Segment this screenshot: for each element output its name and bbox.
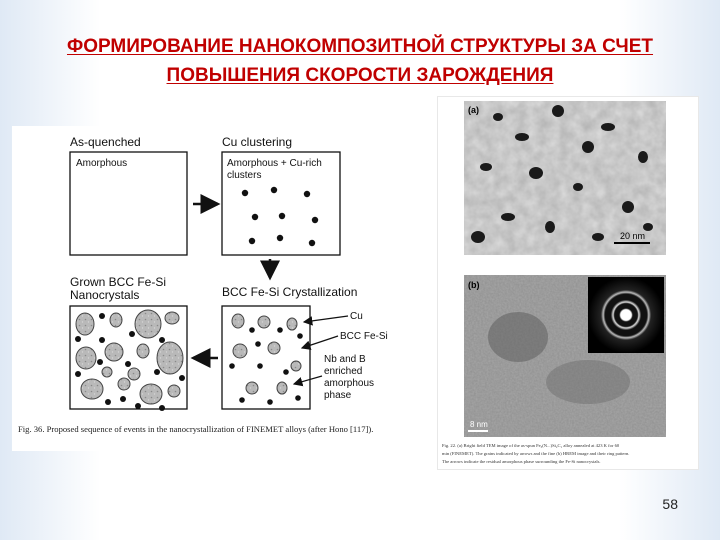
figure-36-caption: Fig. 36. Proposed sequence of events in the nanocrystallization of FINEMET alloys (after Hono [117]).	[18, 424, 374, 434]
slide-title	[0, 32, 720, 90]
slide-title-line-2: ПОВЫШЕНИЯ СКОРОСТИ ЗАРОЖДЕНИЯ	[166, 65, 554, 86]
figure-22-caption-3: The arrows indicate the residual amorphous phase surrounding the Fe-Si nanocrystals.	[442, 459, 601, 464]
dark-grain	[638, 151, 648, 163]
sequence-diagram	[12, 126, 432, 451]
label-nb-4: phase	[324, 390, 352, 401]
stage4-title: BCC Fe-Si Crystallization	[222, 285, 358, 299]
cu-particle	[159, 405, 165, 411]
bcc-grain	[81, 379, 103, 399]
stage3-title-1: Grown BCC Fe-Si	[70, 275, 167, 289]
bcc-seed	[232, 314, 244, 328]
cu-particle	[277, 327, 283, 333]
cu-particle	[179, 375, 185, 381]
panel-a-label: (a)	[468, 105, 479, 115]
bcc-seed	[291, 361, 301, 371]
bcc-seed	[258, 316, 270, 328]
bcc-seed	[287, 318, 297, 330]
dark-grain	[582, 141, 594, 153]
cu-particle	[295, 395, 301, 401]
cu-particle	[297, 333, 303, 339]
label-nb-2: enriched	[324, 366, 363, 377]
label-bcc: BCC Fe-Si	[340, 331, 388, 342]
bcc-grain	[165, 312, 179, 324]
stage1-title: As-quenched	[70, 135, 141, 149]
dark-grain	[480, 163, 492, 171]
cu-particle	[229, 363, 235, 369]
bcc-grain	[140, 384, 162, 404]
figure-22-caption-1: Fig. 22. (a) Bright field TEM image of the as-spun Fe₃(N...)Si₂C₁ alloy annealed at 423 K for 60	[442, 443, 620, 448]
slide-title-line-1: ФОРМИРОВАНИЕ НАНОКОМПОЗИТНОЙ СТРУКТУРЫ ЗА СЧЕТ	[66, 36, 654, 57]
bcc-grain	[157, 342, 183, 374]
bcc-grain	[76, 347, 96, 369]
cu-particle	[97, 359, 103, 365]
cu-cluster-dot	[271, 187, 277, 193]
cu-cluster-dot	[309, 240, 315, 246]
dark-grain	[501, 213, 515, 221]
cu-particle	[267, 399, 273, 405]
dark-grain	[515, 133, 529, 141]
cu-cluster-dot	[277, 235, 283, 241]
crystallization-sequence-figure	[12, 126, 432, 451]
dark-grain	[601, 123, 615, 131]
bcc-grain	[102, 367, 112, 377]
bcc-grain	[135, 310, 161, 338]
stage1-label: Amorphous	[76, 158, 128, 169]
bcc-grain	[118, 378, 130, 390]
bcc-seed	[268, 342, 280, 354]
cu-particle	[239, 397, 245, 403]
bcc-grain	[168, 385, 180, 397]
dark-grain	[471, 231, 485, 243]
cu-cluster-dot	[252, 214, 258, 220]
bcc-grain	[105, 343, 123, 361]
cu-cluster-dot	[279, 213, 285, 219]
bcc-grain	[128, 368, 140, 380]
dark-grain	[545, 221, 555, 233]
cu-particle	[75, 336, 81, 342]
page-number: 58	[662, 496, 678, 512]
stage2-label-1: Amorphous + Cu-rich	[227, 158, 322, 169]
figure-22-caption-2: min (FINEMET). The grains indicated by arrows and the fine (b) HREM image and their ring pattern.	[442, 451, 630, 456]
cu-particle	[99, 313, 105, 319]
cu-particle	[99, 337, 105, 343]
cu-cluster-dot	[304, 191, 310, 197]
panel-b-scale: 8 nm	[470, 420, 488, 429]
cu-particle	[159, 337, 165, 343]
cu-particle	[120, 396, 126, 402]
diffraction-ring-pattern	[588, 277, 664, 353]
stage2-title: Cu clustering	[222, 135, 293, 149]
dark-grain	[529, 167, 543, 179]
label-nb-1: Nb and B	[324, 354, 366, 365]
cu-particle	[135, 403, 141, 409]
bcc-grain	[76, 313, 94, 335]
cu-particle	[257, 363, 263, 369]
tem-micrographs-figure	[437, 96, 699, 470]
stage3-title-2: Nanocrystals	[70, 288, 140, 302]
label-nb-3: amorphous	[324, 378, 375, 389]
stage2-label-2: clusters	[227, 170, 262, 181]
panel-b-label: (b)	[468, 280, 480, 290]
panel-a-scale: 20 nm	[620, 231, 646, 241]
bcc-seed	[233, 344, 247, 358]
dark-grain	[552, 105, 564, 117]
cu-particle	[283, 369, 289, 375]
cu-particle	[125, 361, 131, 367]
bcc-seed	[277, 382, 287, 394]
label-cu: Cu	[350, 311, 363, 322]
cu-particle	[249, 327, 255, 333]
dark-grain	[493, 113, 503, 121]
bcc-grain	[110, 313, 122, 327]
cu-cluster-dot	[249, 238, 255, 244]
cu-particle	[75, 371, 81, 377]
cu-particle	[129, 331, 135, 337]
dark-grain	[573, 183, 583, 191]
dark-grain	[592, 233, 604, 241]
cu-particle	[154, 369, 160, 375]
bcc-seed	[246, 382, 258, 394]
cu-cluster-dot	[312, 217, 318, 223]
bcc-grain	[137, 344, 149, 358]
dark-grain	[622, 201, 634, 213]
cu-particle	[105, 399, 111, 405]
micrographs	[438, 97, 698, 469]
cu-cluster-dot	[242, 190, 248, 196]
cu-particle	[255, 341, 261, 347]
dark-grain	[643, 223, 653, 231]
